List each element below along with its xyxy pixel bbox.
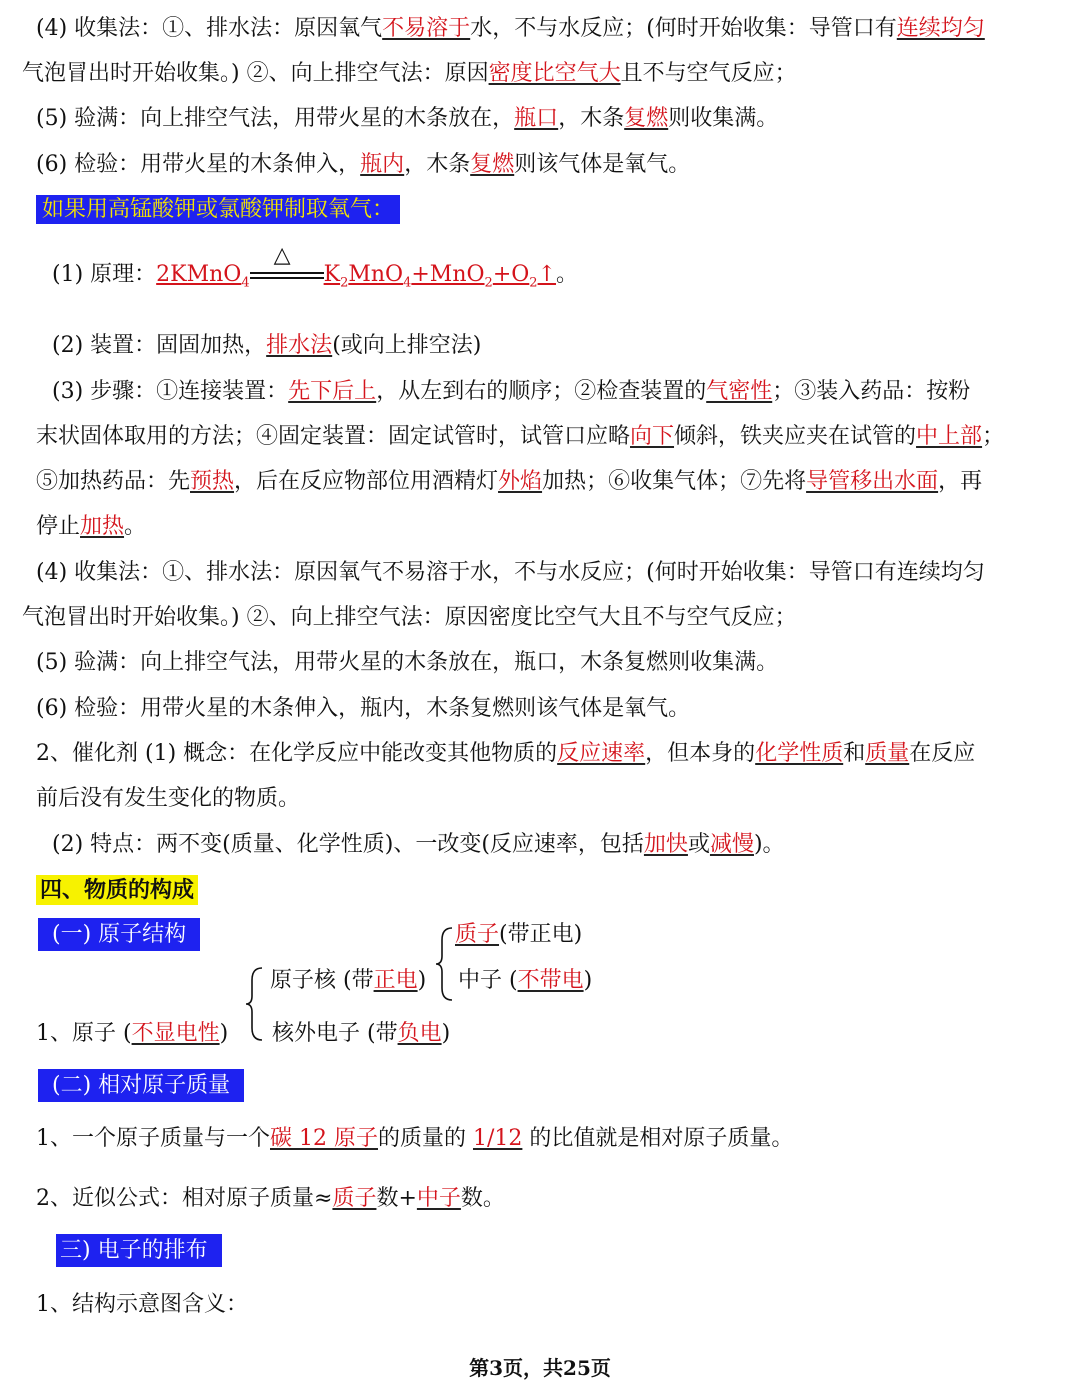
text-line: 中子 (不带电) <box>458 968 593 993</box>
brace-right-icon <box>434 926 456 1002</box>
text-line: 原子核 (带正电) <box>270 968 427 993</box>
text-line: 2、近似公式：相对原子质量≈质子数+中子数。 <box>36 1186 505 1211</box>
text-line: 2、催化剂 (1) 概念：在化学反应中能改变其他物质的反应速率，但本身的化学性质和质量在反应 <box>36 741 976 766</box>
text-line: (4) 收集法：①、排水法：原因氧气不易溶于水，不与水反应；(何时开始收集：导管口有连续均匀 <box>36 560 985 585</box>
text-line: 核外电子 (带负电) <box>272 1021 451 1046</box>
text-line: (6) 检验：用带火星的木条伸入，瓶内，木条复燃则该气体是氧气。 <box>36 152 691 177</box>
subsection-heading: 三) 电子的排布 <box>56 1236 222 1266</box>
text-line: (5) 验满：向上排空气法，用带火星的木条放在，瓶口，木条复燃则收集满。 <box>36 650 779 675</box>
section-heading: 如果用高锰酸钾或氯酸钾制取氧气： <box>36 195 400 225</box>
text-line: 1、一个原子质量与一个碳 12 原子的质量的 1/12 的比值就是相对原子质量。 <box>36 1126 794 1151</box>
text-line: ⑤加热药品：先预热，后在反应物部位用酒精灯外焰加热；⑥收集气体；⑦先将导管移出水面，再 <box>36 469 983 494</box>
brace-left-icon <box>244 966 266 1042</box>
text-line: 质子(带正电) <box>455 922 583 947</box>
subsection-heading: (二) 相对原子质量 <box>38 1071 244 1101</box>
gas-arrow: ↑ <box>537 262 557 287</box>
section-title: 四、物质的构成 <box>36 875 198 906</box>
text-line: (2) 装置：固固加热，排水法(或向上排空法) <box>52 333 482 358</box>
text-line: (2) 特点：两不变(质量、化学性质)、一改变(反应速率，包括加快或减慢)。 <box>52 832 785 857</box>
text-line: (3) 步骤：①连接装置：先下后上，从左到右的顺序；②检查装置的气密性；③装入药品：按粉 <box>52 379 971 404</box>
text-line: 1、原子 (不显电性) <box>36 1021 229 1046</box>
heat-condition-sign: △ <box>250 265 324 285</box>
subsection-heading: (一) 原子结构 <box>38 920 200 950</box>
text-line: 前后没有发生变化的物质。 <box>36 786 301 811</box>
page-number: 第3页，共25页 <box>469 1356 611 1380</box>
text-line: 气泡冒出时开始收集。) ②、向上排空气法：原因密度比空气大且不与空气反应； <box>22 605 797 630</box>
text-line: 末状固体取用的方法；④固定装置：固定试管时，试管口应略向下倾斜，铁夹应夹在试管的中上部； <box>36 424 1005 449</box>
text-line: 停止加热。 <box>36 514 147 539</box>
text-line: 气泡冒出时开始收集。) ②、向上排空气法：原因密度比空气大且不与空气反应； <box>22 61 797 86</box>
text-line: 1、结构示意图含义： <box>36 1292 248 1317</box>
text-line: (6) 检验：用带火星的木条伸入，瓶内，木条复燃则该气体是氧气。 <box>36 696 691 721</box>
text-line: (4) 收集法：①、排水法：原因氧气不易溶于水，不与水反应；(何时开始收集：导管口有连续均匀 <box>36 16 985 41</box>
text-line: (5) 验满：向上排空气法，用带火星的木条放在，瓶口，木条复燃则收集满。 <box>36 106 779 131</box>
reaction-equation: (1) 原理：2KMnO$_4$ △ $K_2MnO_4+MnO_2+O_2↑$。 <box>52 243 579 291</box>
